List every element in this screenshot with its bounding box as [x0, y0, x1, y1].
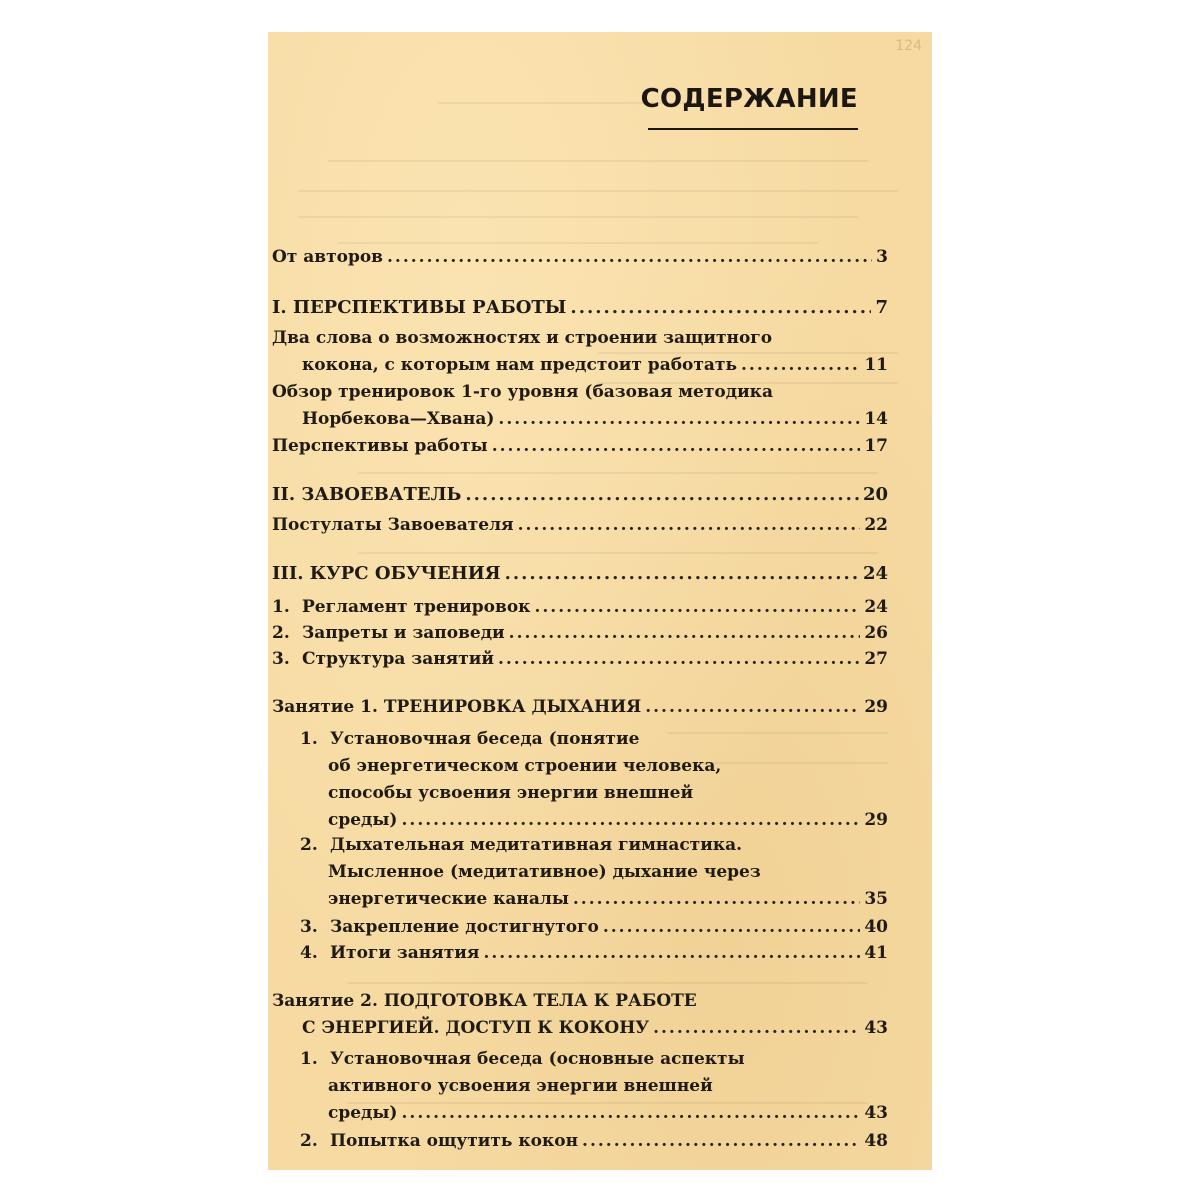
- dot-leader: [570, 294, 871, 321]
- dot-leader: [509, 620, 861, 647]
- dot-leader: [645, 694, 860, 721]
- dot-leader: [573, 886, 860, 913]
- dot-leader: [653, 1015, 860, 1042]
- toc-lesson-1[interactable]: [272, 694, 888, 721]
- dot-leader: [498, 406, 860, 433]
- toc-entry-page: 43: [864, 1103, 888, 1123]
- toc-entry[interactable]: [300, 832, 888, 913]
- dot-leader: [603, 914, 861, 941]
- toc-entry-title: Постулаты Завоевателя: [272, 515, 514, 535]
- toc-entry-title-line: Два слова о возможностях и строении защитного: [272, 328, 773, 348]
- table-of-contents: [268, 32, 932, 1170]
- toc-entry-page: 27: [864, 649, 888, 669]
- toc-entry-page: 29: [864, 810, 888, 830]
- toc-entry-page: 40: [864, 917, 888, 937]
- toc-entry-page: 7: [875, 297, 888, 318]
- toc-entry-title-line: С ЭНЕРГИЕЙ. ДОСТУП К КОКОНУ: [302, 1018, 650, 1038]
- toc-item-number: 2.: [300, 1131, 318, 1151]
- toc-entry-title-line: энергетические каналы: [328, 889, 569, 909]
- book-page: [268, 32, 932, 1170]
- toc-entry-page: 41: [864, 943, 888, 963]
- toc-entry-page: 48: [864, 1131, 888, 1151]
- dot-leader: [465, 481, 859, 508]
- toc-entry-title-line: Норбекова—Хвана): [302, 409, 495, 429]
- toc-entry-title-line: кокона, с которым нам предстоит работать: [302, 355, 738, 375]
- toc-item-number: 1.: [300, 1049, 318, 1069]
- dot-leader: [483, 940, 860, 967]
- toc-entry-title-line: Установочная беседа (основные аспекты: [330, 1049, 745, 1069]
- toc-entry-title-line: Мысленное (медитативное) дыхание через: [328, 862, 761, 882]
- toc-entry-page: 17: [864, 436, 888, 456]
- toc-entry-title: II. ЗАВОЕВАТЕЛЬ: [272, 484, 462, 505]
- toc-entry-title: От авторов: [272, 247, 383, 267]
- toc-lesson-2[interactable]: [272, 988, 888, 1042]
- toc-entry[interactable]: [272, 512, 888, 539]
- toc-item-number: 2.: [300, 835, 318, 855]
- dot-leader: [498, 646, 860, 673]
- dot-leader: [534, 594, 860, 621]
- dot-leader: [401, 807, 860, 834]
- toc-entry-title: Занятие 1. ТРЕНИРОВКА ДЫХАНИЯ: [272, 697, 642, 717]
- toc-entry-page: 14: [864, 409, 888, 429]
- toc-item-number: 1.: [272, 597, 290, 617]
- toc-item-number: 1.: [300, 729, 318, 749]
- toc-item-number: 2.: [272, 623, 290, 643]
- toc-entry-title: III. КУРС ОБУЧЕНИЯ: [272, 563, 501, 584]
- dot-leader: [401, 1100, 860, 1127]
- toc-entry-title: I. ПЕРСПЕКТИВЫ РАБОТЫ: [272, 297, 567, 318]
- toc-entry-title-line: Обзор тренировок 1-го уровня (базовая методика: [272, 382, 773, 402]
- toc-entry-title-line: среды): [328, 1103, 398, 1123]
- toc-entry[interactable]: [272, 244, 888, 271]
- dot-leader: [492, 433, 861, 460]
- toc-entry-title: Запреты и заповеди: [302, 623, 505, 643]
- toc-entry-page: 22: [864, 515, 888, 535]
- dot-leader: [518, 512, 861, 539]
- toc-part-1[interactable]: [272, 294, 888, 321]
- toc-entry[interactable]: [300, 1046, 888, 1127]
- dot-leader: [582, 1128, 860, 1155]
- toc-item-number: 3.: [272, 649, 290, 669]
- toc-entry-page: 11: [864, 355, 888, 375]
- toc-entry[interactable]: [272, 594, 888, 621]
- toc-entry-page: 35: [864, 889, 888, 909]
- toc-entry-title: Регламент тренировок: [302, 597, 531, 617]
- toc-entry-title: Закрепление достигнутого: [330, 917, 599, 937]
- toc-entry-page: 26: [864, 623, 888, 643]
- running-head: 124: [895, 38, 922, 54]
- toc-entry-title: Структура занятий: [302, 649, 494, 669]
- toc-entry-title: Итоги занятия: [330, 943, 480, 963]
- toc-entry-page: 20: [862, 484, 888, 505]
- toc-part-2[interactable]: [272, 481, 888, 508]
- toc-item-number: 4.: [300, 943, 318, 963]
- toc-entry[interactable]: [300, 726, 888, 834]
- toc-entry-page: 29: [864, 697, 888, 717]
- toc-entry-page: 3: [876, 247, 888, 267]
- toc-entry[interactable]: [272, 379, 888, 433]
- toc-entry-title-line: среды): [328, 810, 398, 830]
- toc-entry-title-line: способы усвоения энергии внешней: [328, 783, 694, 803]
- toc-entry-page: 24: [864, 597, 888, 617]
- toc-entry-title-line: активного усвоения энергии внешней: [328, 1076, 713, 1096]
- toc-entry[interactable]: [272, 646, 888, 673]
- toc-entry-title-line: Установочная беседа (понятие: [330, 729, 640, 749]
- toc-entry[interactable]: [272, 325, 888, 379]
- toc-entry-page: 24: [862, 563, 888, 584]
- toc-entry-title: Попытка ощутить кокон: [330, 1131, 579, 1151]
- dot-leader: [387, 244, 872, 271]
- dot-leader: [741, 352, 860, 379]
- toc-entry[interactable]: [300, 940, 888, 967]
- page-title: СОДЕРЖАНИЕ: [640, 84, 858, 114]
- dot-leader: [505, 560, 859, 587]
- toc-part-3[interactable]: [272, 560, 888, 587]
- toc-entry-page: 43: [864, 1018, 888, 1038]
- toc-entry-title-line: Дыхательная медитативная гимнастика.: [330, 835, 743, 855]
- toc-entry-title-line: Занятие 2. ПОДГОТОВКА ТЕЛА К РАБОТЕ: [272, 991, 697, 1011]
- toc-entry[interactable]: [300, 914, 888, 941]
- toc-entry-title-line: об энергетическом строении человека,: [328, 756, 722, 776]
- toc-entry[interactable]: [272, 620, 888, 647]
- toc-entry[interactable]: [272, 433, 888, 460]
- toc-entry[interactable]: [300, 1128, 888, 1155]
- toc-item-number: 3.: [300, 917, 318, 937]
- toc-entry-title: Перспективы работы: [272, 436, 488, 456]
